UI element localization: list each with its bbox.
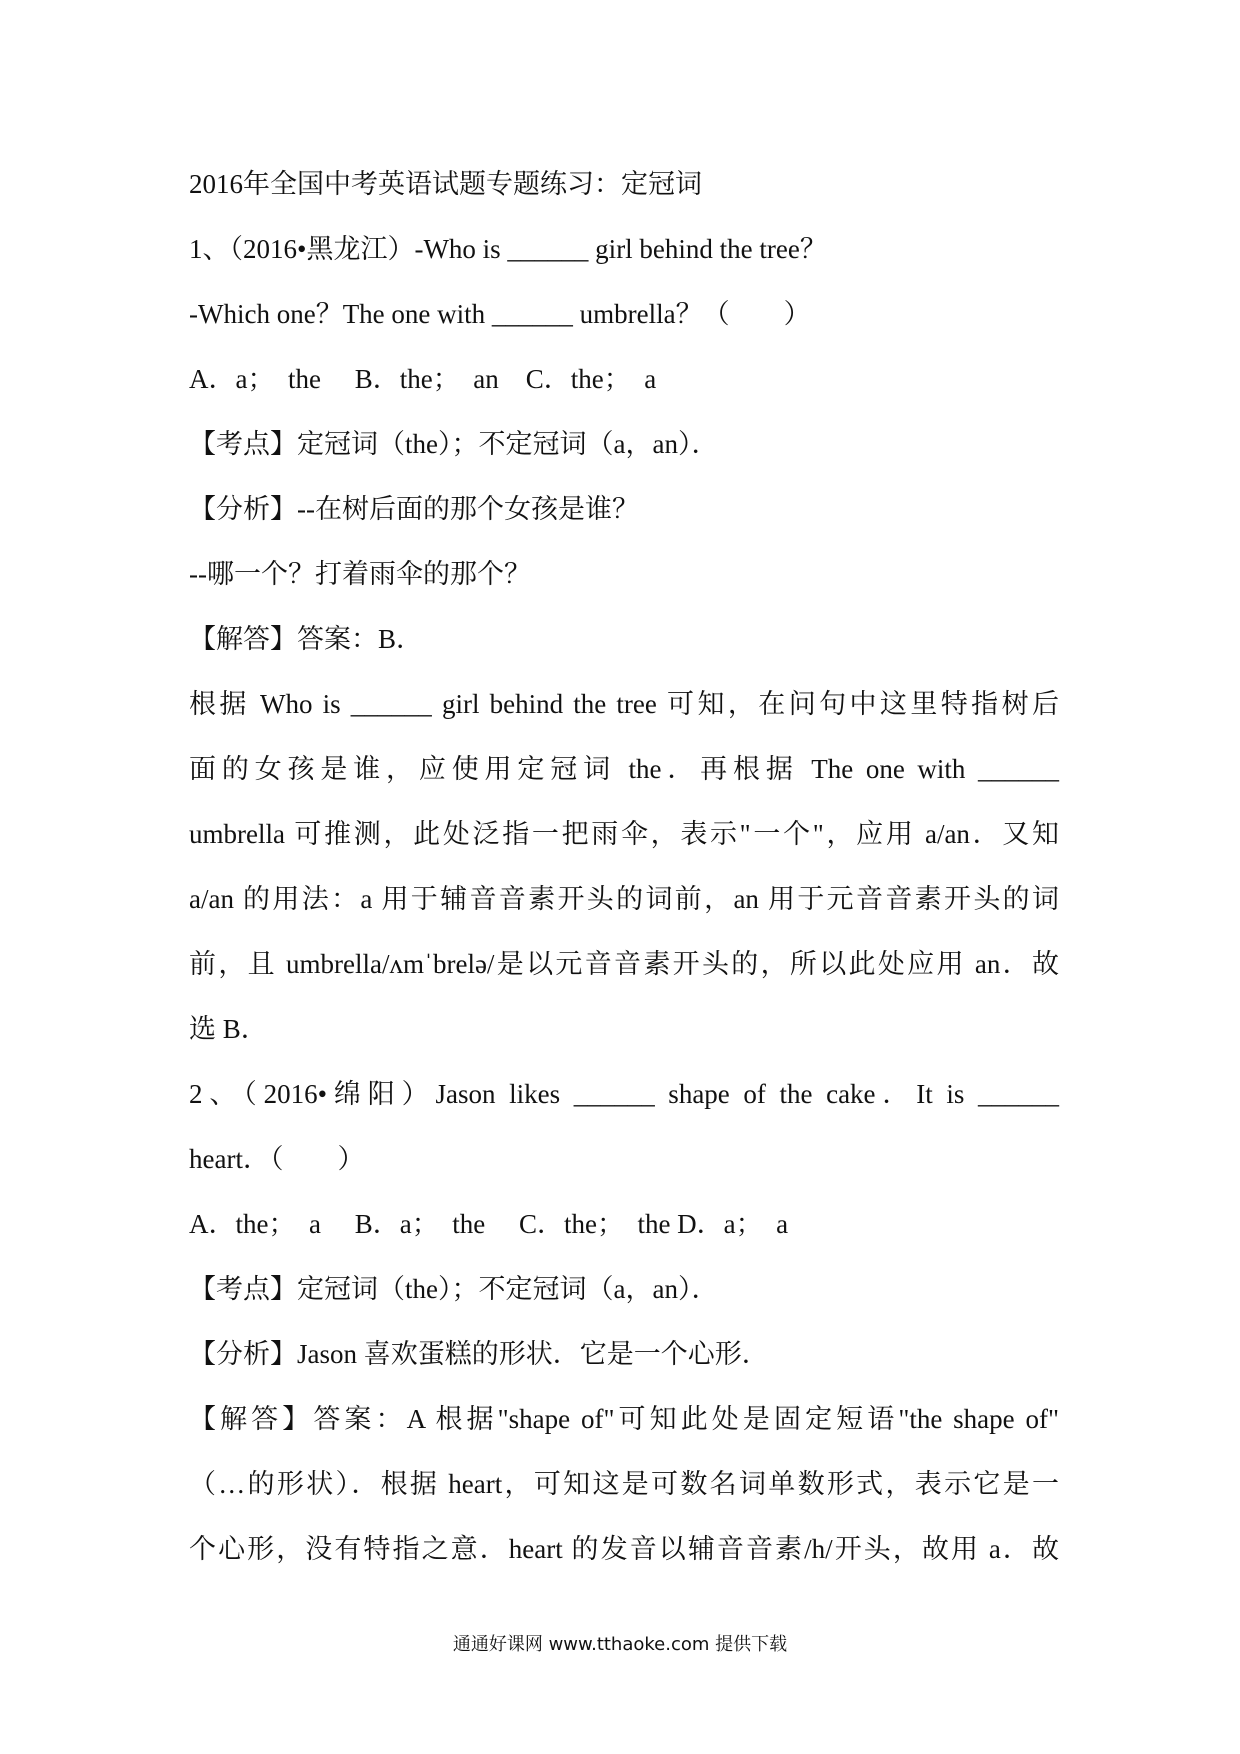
question-1-explanation-line: 选 B． — [189, 1014, 268, 1044]
question-1-analysis-cont: --哪一个？打着雨伞的那个？ — [189, 559, 531, 589]
question-2-analysis: 【分析】Jason 喜欢蛋糕的形状．它是一个心形． — [189, 1339, 769, 1369]
question-1-explanation-line: a/an 的用法：a 用于辅音音素开头的词前，an 用于元音音素开头的词 — [189, 884, 1059, 914]
document-title: 2016年全国中考英语试题专题练习：定冠词 — [189, 169, 702, 199]
question-2-answer-line: （…的形状）．根据 heart，可知这是可数名词单数形式，表示它是一 — [189, 1469, 1059, 1499]
question-1-stem-line-1: 1、（2016•黑龙江）-Who is ______ girl behind the tree？ — [189, 234, 827, 264]
question-2-options: A．the； a B．a； the C．the； the D．a； a — [189, 1209, 789, 1239]
question-1-analysis: 【分析】--在树后面的那个女孩是谁？ — [189, 494, 639, 524]
question-1-explanation-line: umbrella 可推测，此处泛指一把雨伞，表示"一个"，应用 a/an．又知 — [189, 819, 1059, 849]
question-1-explanation-line: 前，且 umbrella/ʌmˈbrelə/是以元音音素开头的，所以此处应用 an．故 — [189, 949, 1059, 979]
question-1-answer: 【解答】答案：B． — [189, 624, 424, 654]
question-1-key-point: 【考点】定冠词（the）；不定冠词（a，an）． — [189, 429, 719, 459]
question-1-explanation-line: 根据 Who is ______ girl behind the tree 可知，在问句中这里特指树后 — [189, 689, 1059, 719]
question-1-stem-line-2: -Which one？The one with ______ umbrella？（ ） — [189, 299, 811, 329]
question-1-options: A．a； the B．the； an C．the； a — [189, 364, 657, 394]
question-2-stem-line-2: heart．（ ） — [189, 1144, 365, 1174]
question-2-stem-line-1: 2、（2016•绵阳）Jason likes ______ shape of the cake．It is ______ — [189, 1079, 1059, 1109]
question-1-explanation-line: 面的女孩是谁，应使用定冠词 the．再根据 The one with ______ — [189, 754, 1059, 784]
page-footer: 通通好课网 www.tthaoke.com 提供下载 — [452, 1634, 788, 1655]
document-body — [189, 158, 1059, 1588]
question-2-answer-line: 【解答】答案：A 根据"shape of"可知此处是固定短语"the shape of" — [189, 1404, 1059, 1434]
question-2-answer-line: 个心形，没有特指之意．heart 的发音以辅音音素/h/开头，故用 a．故 — [189, 1534, 1059, 1564]
question-2-key-point: 【考点】定冠词（the）；不定冠词（a，an）． — [189, 1274, 719, 1304]
